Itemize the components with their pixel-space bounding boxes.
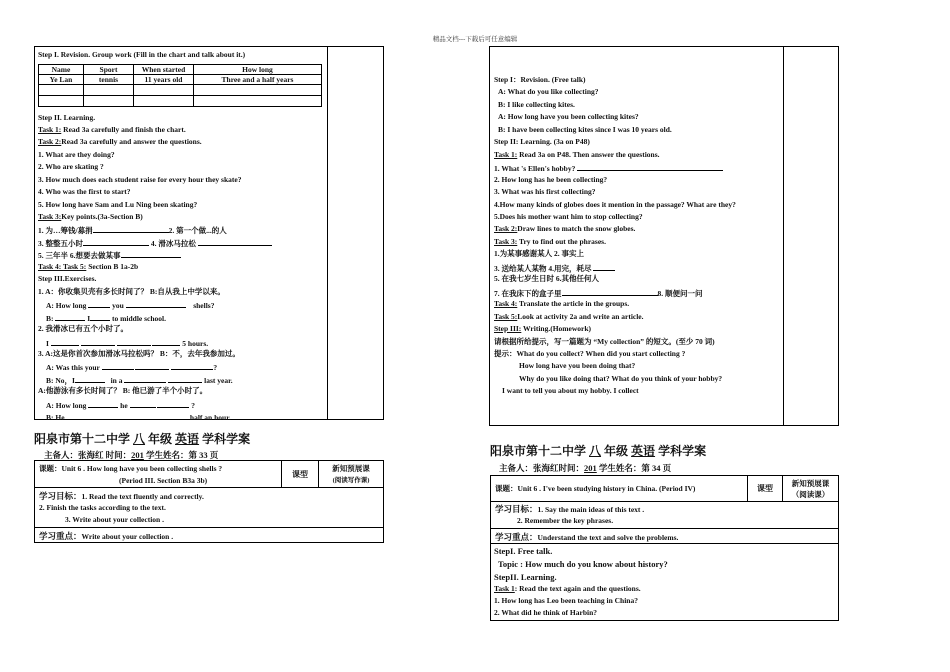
right-margin-divider (783, 46, 784, 426)
right-writing-5: I want to tell you about my hobby. I collect (502, 386, 639, 395)
left-exercise-1: 1. A：你收集贝壳有多长时间了？ B:自从我上中学以来。 (38, 287, 225, 296)
left-exercise-3a: A: Was this your ? (46, 363, 218, 372)
right-key-cell (490, 528, 839, 544)
right-task1: Task 1: Read 3a on P48. Then answer the questions. (494, 150, 660, 159)
right-type-label-cell (747, 475, 783, 502)
right-question-1: 1. What 's Ellen's hobby? (494, 162, 723, 174)
right-phrase-7: 7. 在我床下的盒子里 8. 顺便问一问 (494, 289, 703, 298)
left-goal-1: 学习目标：1. Read the text fluently and correctly. (39, 491, 204, 501)
left-type-label: 课型 (292, 470, 308, 479)
right-question-4: 4.How many kinds of globes does it mention in the passage? What are they? (494, 200, 736, 209)
right-task2: Task 2:Draw lines to match the snow globes. (494, 224, 636, 233)
left-question-5: 5. How long have Sam and Lu Ning been skating? (38, 200, 198, 209)
left-task2: Task 2:Read 3a carefully and answer the questions. (38, 137, 202, 146)
left-type-cell (318, 460, 384, 488)
left-type-sub: (阅读写作课) (332, 477, 370, 484)
page-header: 精品文档---下载后可任意编辑 (432, 36, 518, 43)
right-task3: Task 3: Try to find out the phrases. (494, 237, 606, 246)
right-step2: Step II: Learning. (3a on P48) (494, 137, 590, 146)
right-preparer-line: 主备人：张海红时间：201 学生姓名：第 34 页 (499, 463, 672, 473)
left-school-title: 阳泉市第十二中学 八 年级 英语 学科学案 (34, 432, 251, 446)
left-exercise-1a: A: How long you shells? (46, 301, 215, 310)
right-school-title: 阳泉市第十二中学 八 年级 英语 学科学案 (490, 444, 707, 458)
left-exercise-4a: A: How long he ? (46, 401, 196, 410)
right-question-5: 5.Does his mother want him to stop collecting? (494, 212, 643, 221)
left-step2: Step II. Learning. (38, 113, 96, 122)
left-key-cell (34, 527, 384, 543)
right-writing-3: How long have you been doing that? (519, 361, 636, 370)
table-header-cell: Sport (84, 65, 134, 75)
left-key-focus: 学习重点：Write about your collection . (39, 531, 174, 541)
right-writing-4: Why do you like doing that? What do you think of your hobby? (519, 374, 723, 383)
left-exercise-1b: B: I to middle school. (46, 314, 167, 323)
left-lesson-period: (Period III. Section B3a 3b) (119, 476, 208, 485)
right-dialog-4: B: I have been collecting kites since I was 10 years old. (498, 125, 672, 134)
right-body-step2: StepII. Learning. (494, 572, 557, 582)
left-lesson-title: 课题：Unit 6 . How long have you been collecting shells ? (39, 464, 223, 473)
left-key-point-1: 1. 为…筹钱/募捐 2. 第一个做...的人 (38, 226, 227, 235)
left-question-2: 2. Who are skating ? (38, 162, 104, 171)
right-key-focus: 学习重点：Understand the text and solve the problems. (495, 532, 679, 542)
table-cell: tennis (84, 75, 134, 85)
right-type-name: 新知预展课 (791, 479, 830, 488)
left-question-3: 3. How much does each student raise for every hour they skate? (38, 175, 242, 184)
table-cell: 11 years old (134, 75, 194, 85)
right-body-question-1: 1. How long has Leo been teaching in China? (494, 596, 638, 605)
right-writing-1: 请根据所给提示，写一篇题为 “My collection” 的短文。(至少 70 词) (494, 337, 715, 346)
table-cell: Three and a half years (194, 75, 322, 85)
right-lesson-cell (490, 475, 748, 502)
right-task4: Task 4: Translate the article in the groups. (494, 299, 630, 308)
right-body-topic: Topic : How much do you know about history? (498, 559, 668, 569)
left-exercise-3b: B: No，I in a last year. (46, 376, 233, 385)
left-question-4: 4. Who was the first to start? (38, 187, 131, 196)
left-task3: Task 3:Key points.(3a-Section B) (38, 212, 143, 221)
right-body-task1: Task 1: Read the text again and the questions. (494, 584, 641, 593)
right-type-sub: （阅读课） (791, 490, 830, 499)
left-key-point-3: 3. 整整五小时 4. 滑冰马拉松 (38, 237, 272, 249)
revision-table (38, 64, 322, 107)
right-dialog-2: B: I like collecting kites. (498, 100, 575, 109)
right-question-2: 2. How long has he been collecting? (494, 175, 608, 184)
right-phrase-3: 3. 送给某人某物 4.用完，耗尽 (494, 262, 615, 274)
left-key-point-5: 5. 三年半 6.想要去做某事 (38, 249, 181, 261)
table-cell: Ye Lan (39, 75, 84, 85)
right-question-3: 3. What was his first collecting? (494, 187, 596, 196)
right-body-question-2: 2. What did he think of Harbin? (494, 608, 598, 617)
left-goals-cell (34, 487, 384, 528)
left-exercise-4b: B: He half an hour. (46, 413, 231, 422)
left-exercise-4: A:他游泳有多长时间了？ B: 他已游了半个小时了。 (38, 386, 208, 395)
right-type-label: 课型 (757, 484, 773, 493)
right-step3: Step III: Writing.(Homework) (494, 324, 592, 333)
right-writing-2: 提示：What do you collect? When did you start collecting ? (494, 349, 686, 358)
table-row (39, 96, 322, 107)
right-body-step1: StepI. Free talk. (494, 546, 553, 556)
left-exercise-2: 2. 我滑冰已有五个小时了。 (38, 324, 128, 333)
table-header-cell: Name (39, 65, 84, 75)
right-lesson-title: 课题：Unit 6 . I've been studying history in China. (Period IV) (495, 484, 696, 493)
left-goal-2: 2. Finish the tasks according to the text. (39, 503, 166, 512)
right-body-cell (490, 543, 839, 621)
right-phrase-1: 1.为某事感谢某人 2. 事实上 (494, 249, 584, 258)
left-lesson-cell (34, 460, 282, 488)
right-dialog-1: A: What do you like collecting? (498, 87, 599, 96)
left-step3: Step III.Exercises. (38, 274, 97, 283)
left-task4-5: Task 4: Task 5: Section B 1a-2b (38, 262, 139, 271)
right-goals-cell (490, 501, 839, 529)
table-header-cell: When started (134, 65, 194, 75)
right-dialog-3: A: How long have you been collecting kites? (498, 112, 639, 121)
right-goal-1: 学习目标：1. Say the main ideas of this text . (495, 504, 645, 514)
left-type-label-cell (281, 460, 319, 488)
left-question-1: 1. What are they doing? (38, 150, 115, 159)
table-header-row (39, 65, 322, 75)
left-exercise-3: 3. A:这是你首次参加滑冰马拉松吗？ B：不，去年我参加过。 (38, 349, 240, 358)
table-row (39, 85, 322, 96)
right-step1: Step I：Revision. (Free talk) (494, 75, 586, 84)
left-type-name: 新知预展课 (332, 464, 370, 473)
left-preparer-line: 主备人：张海红 时间：201 学生姓名：第 33 页 (44, 450, 219, 460)
table-header-cell: How long (194, 65, 322, 75)
right-goal-2: 2. Remember the key phrases. (517, 516, 614, 525)
table-row (39, 75, 322, 85)
left-margin-divider (327, 46, 328, 420)
left-step1-title: Step I. Revision. Group work (Fill in the chart and talk about it.) (38, 50, 246, 59)
left-exercise-2a: I 5 hours. (46, 339, 209, 348)
left-goal-3: 3. Write about your collection . (65, 515, 164, 524)
right-type-cell (782, 475, 839, 502)
left-task1: Task 1: Read 3a carefully and finish the chart. (38, 125, 186, 134)
right-task5: Task 5:Look at activity 2a and write an article. (494, 312, 644, 321)
right-phrase-5: 5. 在我七岁生日时 6.其他任何人 (494, 274, 599, 283)
